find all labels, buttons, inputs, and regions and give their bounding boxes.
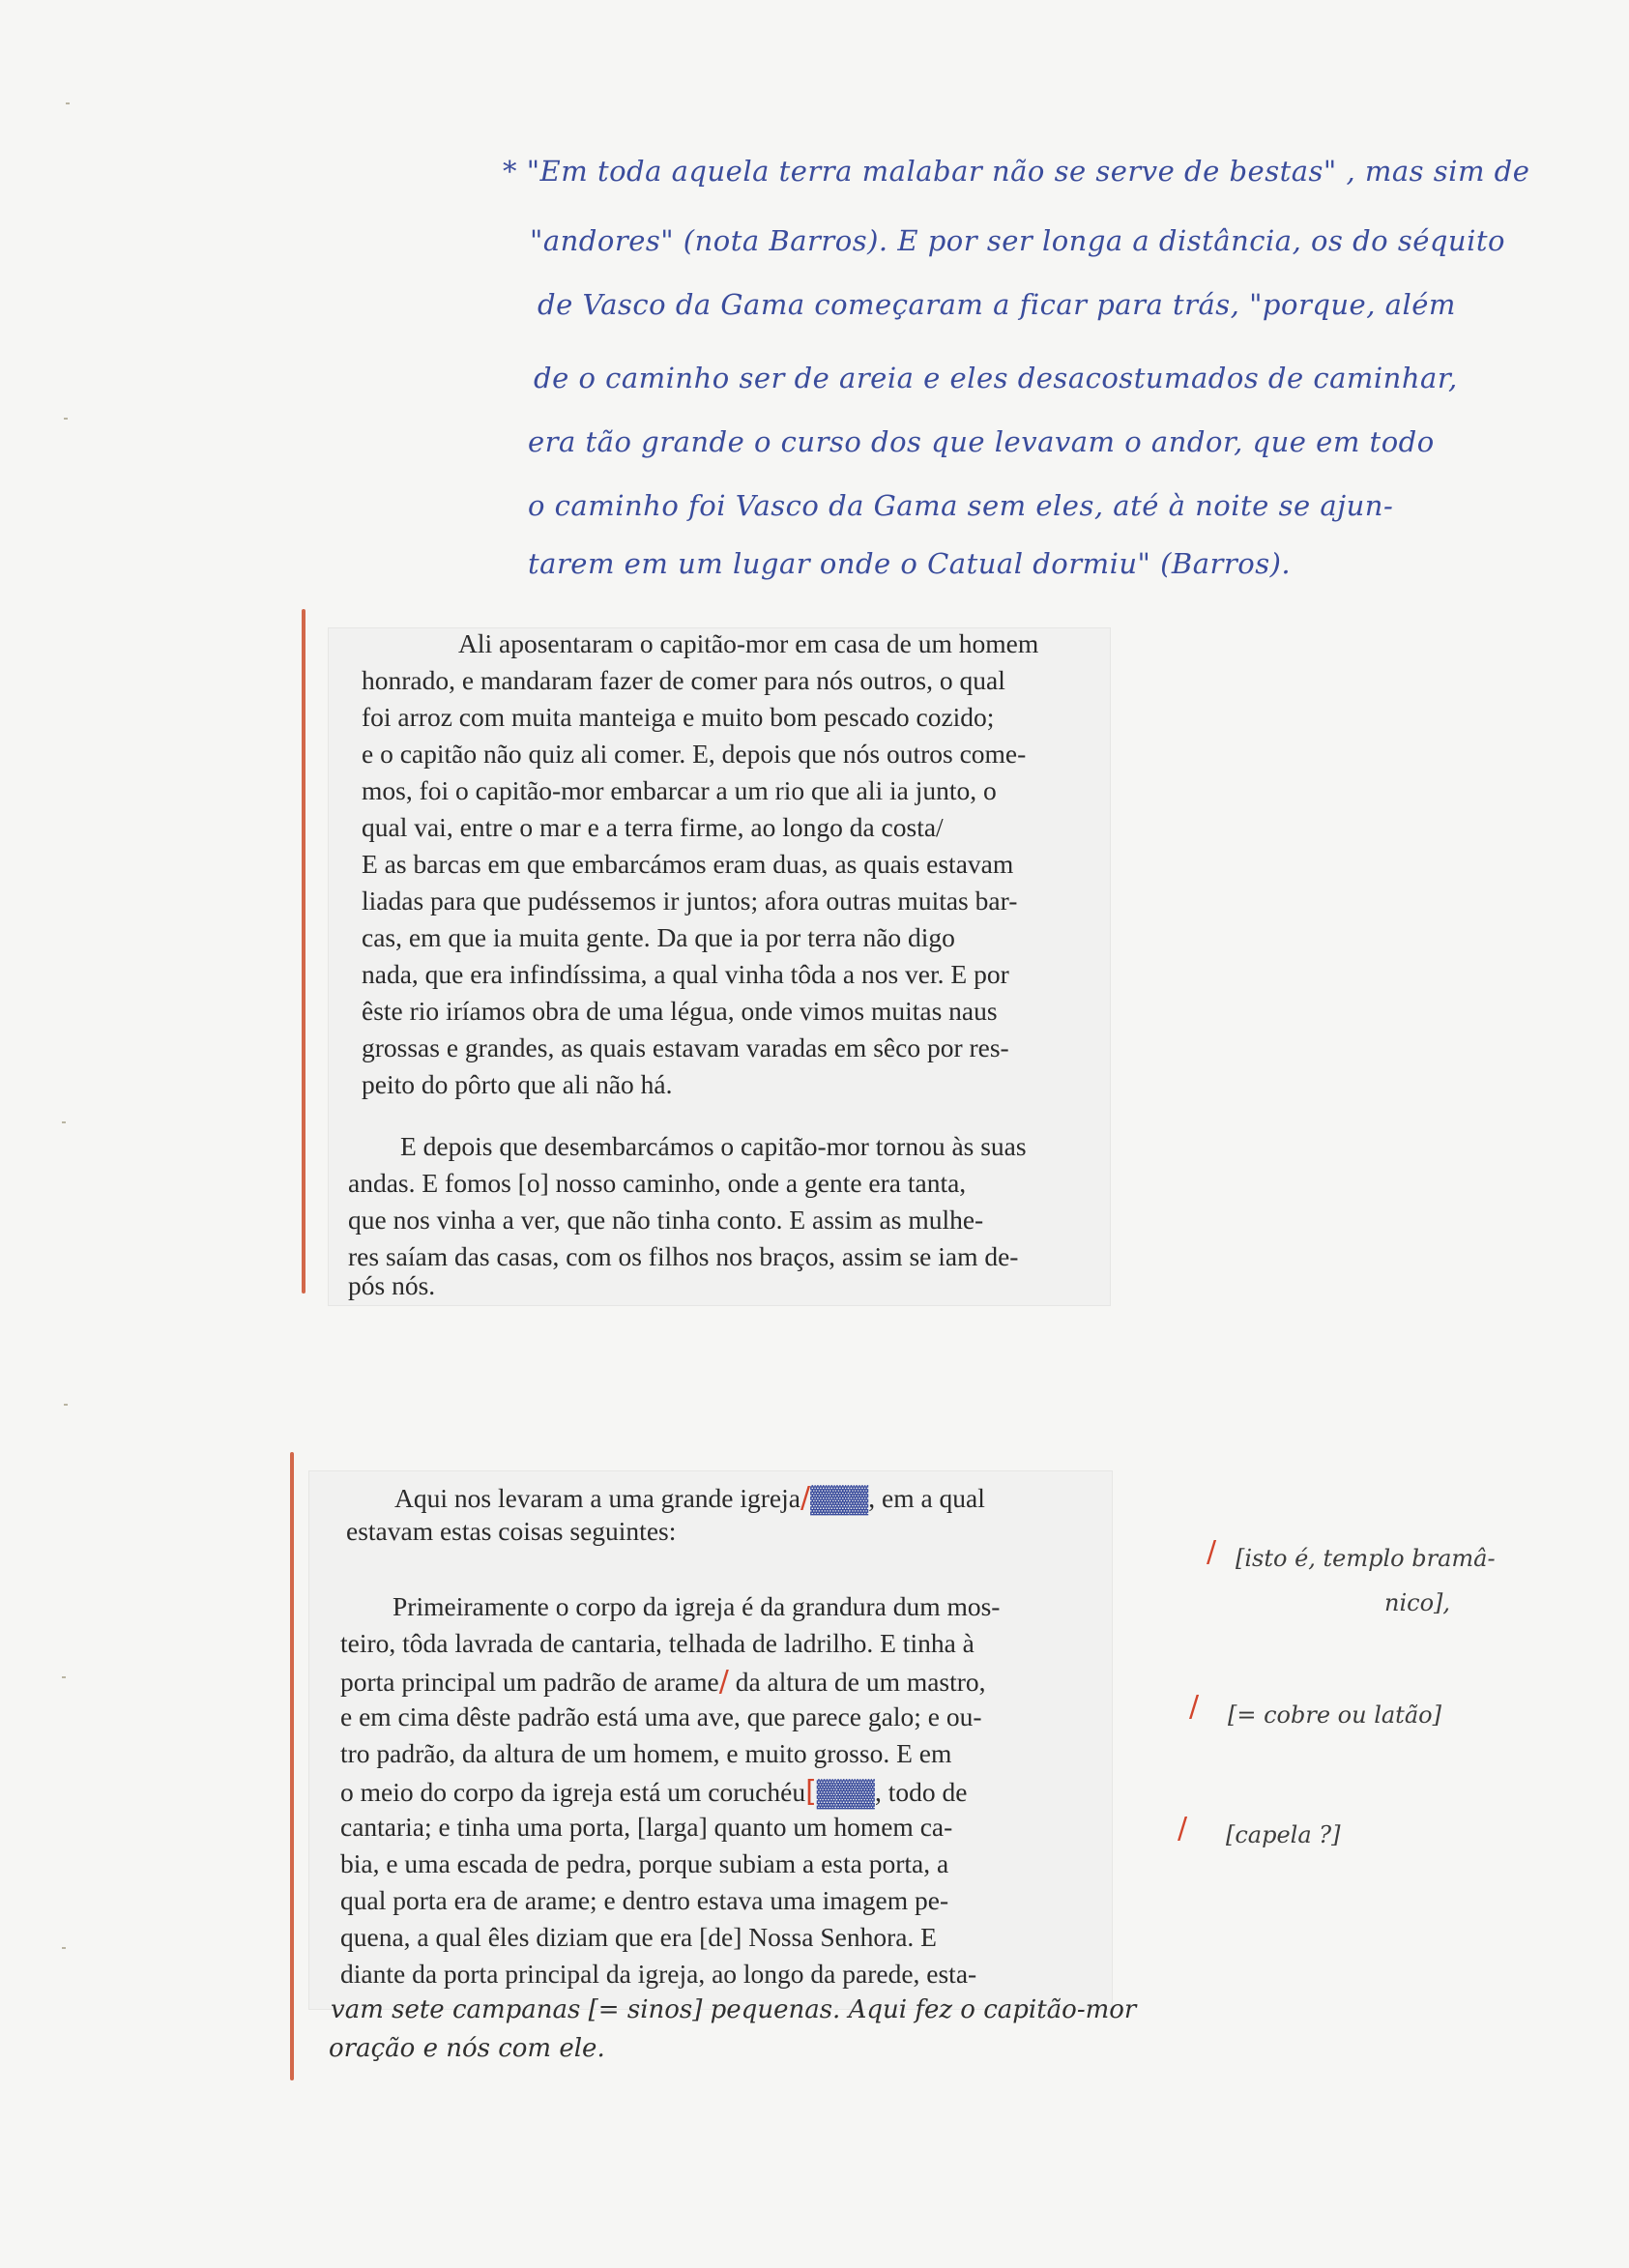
clipping-text: o meio do corpo da igreja está um coruchéu xyxy=(340,1777,806,1807)
handwritten-note-line: de o caminho ser de areia e eles desacostumados de caminhar, xyxy=(534,362,1458,394)
margin-note: [= cobre ou latão] xyxy=(1228,1701,1441,1729)
clipping-line: êste rio iríamos obra de uma légua, onde vimos muitas naus xyxy=(362,996,998,1026)
handwritten-note xyxy=(0,0,1629,619)
clipping-text: porta principal um padrão de arame xyxy=(340,1667,719,1697)
margin-note: nico], xyxy=(1384,1589,1451,1616)
margin-tick-icon: / xyxy=(1178,1812,1188,1846)
clipping-line: Primeiramente o corpo da igreja é da grandura dum mos- xyxy=(393,1591,1001,1621)
handwritten-note-line: era tão grande o curso dos que levavam o andor, que em todo xyxy=(528,425,1435,458)
clipping-line: res saíam das casas, com os filhos nos braços, assim se iam de- xyxy=(348,1241,1019,1271)
crossed-out-word: ▓▓▓ xyxy=(810,1483,869,1513)
clipping-line: que nos vinha a ver, que não tinha conto. E assim as mulhe- xyxy=(348,1205,984,1235)
text-clipping xyxy=(329,628,1110,1305)
clipping-line: bia, e uma escada de pedra, porque subiam a esta porta, a xyxy=(340,1848,949,1878)
correction-tick-icon: / xyxy=(800,1481,811,1515)
margin-tick-icon: / xyxy=(1207,1535,1217,1569)
clipping-line: teiro, tôda lavrada de cantaria, telhada de ladrilho. E tinha à xyxy=(340,1628,974,1658)
clipping-line: e o capitão não quiz ali comer. E, depois que nós outros come- xyxy=(362,739,1027,769)
clipping-line: nada, que era infindíssima, a qual vinha tôda a nos ver. E por xyxy=(362,959,1009,989)
crossed-out-word: ▓▓▓ xyxy=(816,1777,875,1807)
text-clipping xyxy=(309,1471,1112,2009)
clipping-line: tro padrão, da altura de um homem, e muito grosso. E em xyxy=(340,1738,952,1768)
clipping-text: , todo de xyxy=(874,1777,968,1807)
clipping-line: cantaria; e tinha uma porta, [larga] quanto um homem ca- xyxy=(340,1812,953,1842)
clipping-line: foi arroz com muita manteiga e muito bom pescado cozido; xyxy=(362,702,995,732)
clipping-line: Ali aposentaram o capitão-mor em casa de um homem xyxy=(458,628,1039,658)
correction-tick-icon: / xyxy=(718,1665,729,1699)
handwritten-continuation-line: oração e nós com ele. xyxy=(329,2034,605,2063)
clipping-text: Aqui nos levaram a uma grande igreja xyxy=(394,1483,800,1513)
handwritten-note-line: tarem em um lugar onde o Catual dormiu" (Barros). xyxy=(528,547,1292,580)
margin-tick-icon: / xyxy=(1189,1690,1200,1724)
clipping-line: peito do pôrto que ali não há. xyxy=(362,1069,673,1099)
paper-speck xyxy=(62,1676,66,1678)
pencil-margin-line xyxy=(302,609,305,1294)
clipping-line: grossas e grandes, as quais estavam varadas em sêco por res- xyxy=(362,1032,1009,1062)
clipping-line: pós nós. xyxy=(348,1270,436,1300)
clipping-line: honrado, e mandaram fazer de comer para nós outros, o qual xyxy=(362,665,1005,695)
clipping-line: qual vai, entre o mar e a terra firme, ao longo da costa/ xyxy=(362,812,944,842)
margin-note: [capela ?] xyxy=(1226,1821,1341,1848)
clipping-line: qual porta era de arame; e dentro estava uma imagem pe- xyxy=(340,1885,949,1915)
handwritten-note-line: o caminho foi Vasco da Gama sem eles, até à noite se ajun- xyxy=(528,489,1394,522)
correction-tick-icon: [ xyxy=(805,1775,817,1809)
paper-speck xyxy=(62,1121,66,1123)
clipping-line xyxy=(394,1481,985,1515)
handwritten-note-line: "andores" (nota Barros). E por ser longa a distância, os do séquito xyxy=(530,224,1505,257)
clipping-line: andas. E fomos [o] nosso caminho, onde a gente era tanta, xyxy=(348,1168,967,1198)
pencil-margin-line xyxy=(290,1452,294,2080)
clipping-line: liadas para que pudéssemos ir juntos; afora outras muitas bar- xyxy=(362,886,1018,916)
clipping-line xyxy=(340,1665,986,1699)
paper-speck xyxy=(62,1947,66,1949)
clipping-line: cas, em que ia muita gente. Da que ia por terra não digo xyxy=(362,922,955,952)
clipping-text: , em a qual xyxy=(868,1483,985,1513)
clipping-line: E as barcas em que embarcámos eram duas, as quais estavam xyxy=(362,849,1014,879)
clipping-line: estavam estas coisas seguintes: xyxy=(346,1516,677,1546)
paper-speck xyxy=(64,1404,68,1406)
handwritten-note-line: de Vasco da Gama começaram a ficar para trás, "porque, além xyxy=(538,288,1456,321)
handwritten-continuation-line: vam sete campanas [= sinos] pequenas. Aqui fez o capitão-mor xyxy=(331,1995,1137,2024)
clipping-text: da altura de um mastro, xyxy=(728,1667,986,1697)
clipping-line: mos, foi o capitão-mor embarcar a um rio que ali ia junto, o xyxy=(362,775,997,805)
clipping-line: diante da porta principal da igreja, ao longo da parede, esta- xyxy=(340,1959,977,1989)
clipping-line: quena, a qual êles diziam que era [de] Nossa Senhora. E xyxy=(340,1922,937,1952)
margin-note: [isto é, templo bramâ- xyxy=(1236,1545,1496,1572)
clipping-line xyxy=(340,1775,967,1809)
clipping-line: e em cima dêste padrão está uma ave, que parece galo; e ou- xyxy=(340,1701,982,1731)
handwritten-note-line: * "Em toda aquela terra malabar não se serve de bestas" , mas sim de xyxy=(503,155,1530,188)
clipping-line: E depois que desembarcámos o capitão-mor tornou às suas xyxy=(400,1131,1027,1161)
